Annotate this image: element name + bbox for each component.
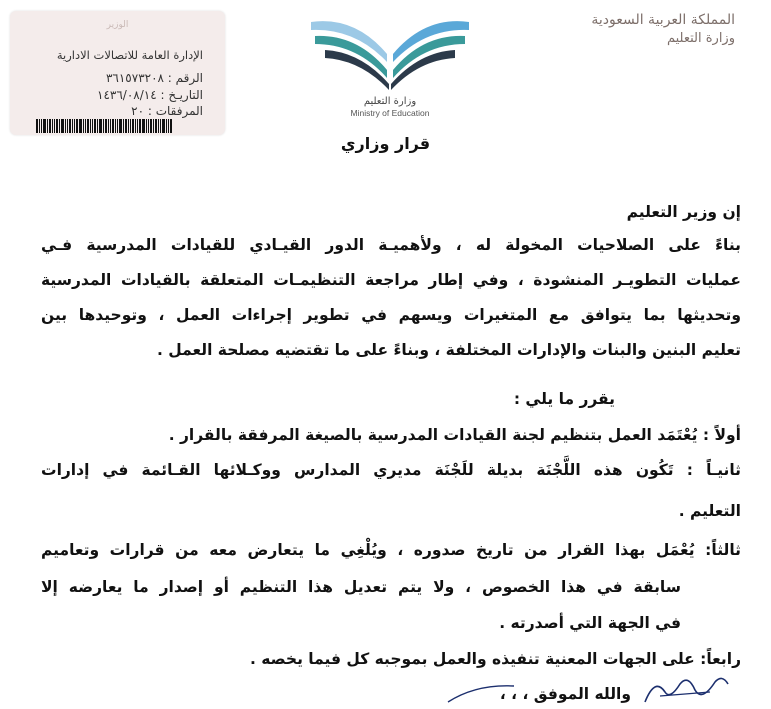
- stamp-number-value: ٣٦١٥٧٣٢٠٨: [105, 71, 164, 85]
- barcode-bar: [115, 119, 116, 133]
- barcode-bar: [59, 119, 60, 133]
- stamp-attachments-label: المرفقات: [155, 104, 203, 118]
- barcode-bar: [74, 119, 75, 133]
- barcode-bar: [135, 119, 136, 133]
- barcode-bar: [117, 119, 118, 133]
- reference-stamp: [10, 11, 225, 135]
- body-line: رابعاً: على الجهات المعنية تنفيذه والعمل بموجبه كل فيما يخصه .: [249, 650, 741, 668]
- barcode-bar: [123, 119, 124, 133]
- barcode-bar: [137, 119, 138, 133]
- barcode-bar: [41, 119, 42, 133]
- barcode-bar: [76, 119, 78, 133]
- body-line: والله الموفق ، ، ،: [499, 685, 631, 703]
- barcode-bar: [112, 119, 114, 133]
- body-line: إن وزير التعليم: [626, 203, 741, 221]
- stamp-number-label: الرقم: [175, 71, 203, 85]
- barcode-bar: [85, 119, 86, 133]
- barcode-bar: [132, 119, 134, 133]
- stamp-attachments-row: المرفقات : ٢٠: [131, 104, 203, 118]
- body-line: ثالثاً: يُعْمَل بهذا القرار من تاريخ صدوره ، ويُلْغِي ما يتعارض معه من قرارات وتعاميم: [41, 541, 741, 559]
- barcode-bar: [39, 119, 40, 133]
- body-line: التعليم .: [678, 502, 741, 520]
- barcode-bar: [90, 119, 91, 133]
- barcode-bar: [67, 119, 68, 133]
- barcode-bar: [158, 119, 159, 133]
- barcode-bar: [128, 119, 129, 133]
- barcode-bar: [139, 119, 141, 133]
- letterhead: [535, 12, 735, 46]
- barcode-bar: [142, 119, 145, 133]
- signature-stroke-icon: [446, 680, 516, 708]
- signature-icon: [640, 672, 730, 707]
- barcode-bar: [153, 119, 154, 133]
- stamp-number-row: الرقم : ٣٦١٥٧٣٢٠٨: [105, 71, 203, 85]
- stamp-department: الإدارة العامة للاتصالات الادارية: [56, 48, 203, 62]
- body-line: وتحديثها بما يتوافق مع المتغيرات ويسهم في تطوير إجراءات العمل ، وتوحيدها بين: [41, 306, 741, 324]
- barcode-bar: [155, 119, 157, 133]
- barcode-bar: [103, 119, 104, 133]
- body-line: سابقة في هذا الخصوص ، ولا يتم تعديل هذا التنظيم أو إصدار ما يعارضه إلا: [41, 578, 681, 596]
- body-line: عمليات التطويـر المنشودة ، وفي إطار مراجعة التنظيمـات المتعلقة بالقيادات المدرسية: [41, 271, 741, 289]
- barcode-bar: [61, 119, 64, 133]
- barcode-bar: [148, 119, 149, 133]
- barcode-bar: [125, 119, 127, 133]
- barcode-bar: [119, 119, 122, 133]
- barcode-bar: [168, 119, 169, 133]
- barcode-bar: [166, 119, 167, 133]
- barcode-bar: [56, 119, 58, 133]
- kingdom-name: المملكة العربية السعودية: [591, 12, 735, 28]
- barcode-bar: [36, 119, 38, 133]
- barcode-bar: [150, 119, 152, 133]
- ministry-name: وزارة التعليم: [666, 31, 735, 46]
- barcode-bar: [43, 119, 46, 133]
- barcode-bar: [130, 119, 131, 133]
- body-line: يقرر ما يلي :: [513, 390, 615, 408]
- barcode-bar: [105, 119, 107, 133]
- barcode-bar: [65, 119, 66, 133]
- body-line: ثانيـاً : تَكُون هذه اللَّجْنَة بديلة للَجْنَة مديري المدارس ووكـلائها القـائمة في إدارات: [41, 461, 741, 479]
- logo-english-text: Ministry of Education: [350, 108, 430, 118]
- body-line: في الجهة التي أصدرته .: [499, 614, 681, 632]
- barcode-bar: [97, 119, 98, 133]
- body-line: بناءً على الصلاحيات المخولة له ، ولأهميـة الدور القيـادي للقيادات المدرسية فـي: [41, 236, 741, 254]
- barcode-bar: [52, 119, 53, 133]
- barcode-bar: [69, 119, 71, 133]
- decision-title: قرار وزاري: [340, 134, 431, 153]
- barcode-bar: [99, 119, 102, 133]
- barcode-bar: [72, 119, 73, 133]
- stamp-attachments-value: ٢٠: [131, 104, 145, 118]
- ministry-logo: [305, 14, 475, 118]
- barcode-bar: [108, 119, 109, 133]
- barcode-bar: [54, 119, 55, 133]
- barcode-bar: [146, 119, 147, 133]
- body-line: أولاً : يُعْتَمَد العمل بتنظيم لجنة القيادات المدرسية بالصيغة المرفقة بالقرار .: [168, 426, 741, 444]
- barcode-bar: [170, 119, 172, 133]
- barcode: [36, 119, 206, 133]
- barcode-bar: [47, 119, 48, 133]
- barcode-bar: [162, 119, 165, 133]
- barcode-bar: [49, 119, 51, 133]
- barcode-bar: [79, 119, 82, 133]
- barcode-bar: [110, 119, 111, 133]
- stamp-date-row: التاريـخ : ١٤٣٦/٠٨/١٤: [97, 88, 203, 102]
- stamp-top-label: الوزير: [106, 20, 129, 30]
- barcode-bar: [87, 119, 89, 133]
- logo-arabic-text: وزارة التعليم: [363, 96, 417, 107]
- barcode-bar: [92, 119, 93, 133]
- barcode-bar: [94, 119, 96, 133]
- body-line: تعليم البنين والبنات والإدارات المختلفة ، وبناءً على ما تقتضيه مصلحة العمل .: [157, 341, 741, 359]
- stamp-date-value: ١٤٣٦/٠٨/١٤: [97, 88, 157, 102]
- stamp-date-label: التاريـخ: [168, 88, 203, 102]
- book-logo-icon: [305, 14, 475, 98]
- barcode-bar: [160, 119, 161, 133]
- barcode-bar: [83, 119, 84, 133]
